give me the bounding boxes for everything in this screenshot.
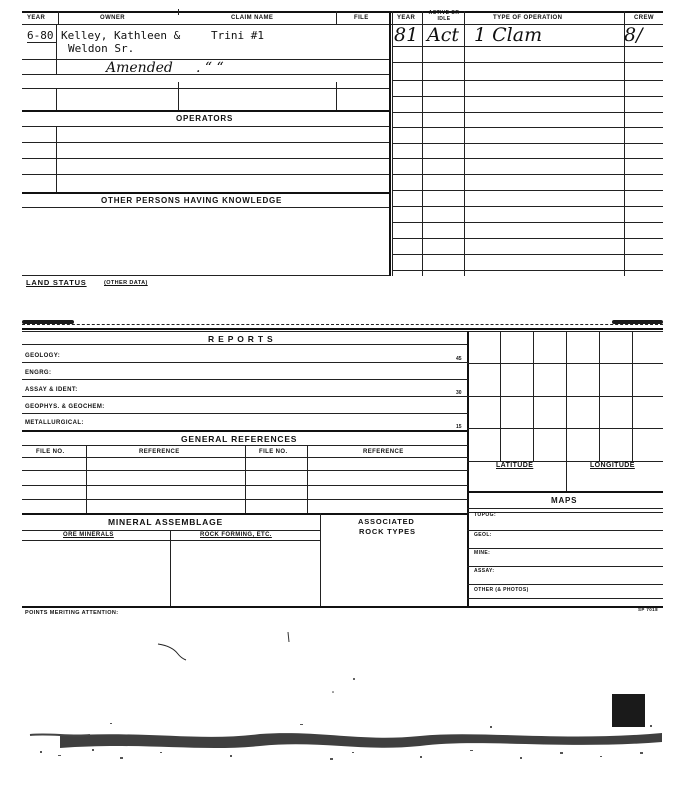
- general-references-title: GENERAL REFERENCES: [181, 434, 298, 444]
- entry-owner-line1: Kelley, Kathleen &: [61, 29, 181, 42]
- associated-rock-types-line2: ROCK TYPES: [359, 527, 416, 536]
- maps-other-photos: OTHER (& PHOTOS): [474, 587, 529, 593]
- maps-topog: TOPOG:: [474, 512, 497, 518]
- reports-num-15: 15: [456, 424, 462, 430]
- ore-minerals-label: ORE MINERALS: [63, 532, 114, 538]
- points-meriting-attention: POINTS MERITING ATTENTION:: [25, 610, 119, 616]
- reports-label-geology: GEOLOGY:: [25, 353, 61, 359]
- op-year: 81: [394, 24, 419, 46]
- entry-ditto: . “ “: [196, 60, 224, 76]
- header-crew: CREW: [634, 15, 654, 21]
- maps-title: MAPS: [551, 496, 578, 505]
- land-status-label: LAND STATUS: [26, 278, 87, 287]
- other-persons-title: OTHER PERSONS HAVING KNOWLEDGE: [101, 196, 283, 205]
- reports-label-assay: ASSAY & IDENT:: [25, 387, 78, 393]
- associated-rock-types-line1: ASSOCIATED: [358, 517, 415, 526]
- land-status-sublabel: (OTHER DATA): [104, 280, 148, 286]
- op-crew: 8/: [624, 24, 643, 46]
- reports-num-30: 30: [456, 390, 462, 396]
- reports-title: R E P O R T S: [208, 334, 274, 344]
- header-owner: OWNER: [100, 15, 125, 21]
- form-number: SP 7018: [638, 607, 658, 612]
- entry-amended: Amended: [106, 60, 173, 76]
- reports-label-geophys: GEOPHYS. & GEOCHEM:: [25, 404, 105, 410]
- gr-file-no-2: FILE NO.: [259, 449, 288, 455]
- op-active-idle: Act: [427, 24, 459, 46]
- longitude-label: LONGITUDE: [590, 462, 635, 469]
- mineral-assemblage-title: MINERAL ASSEMBLAGE: [108, 517, 223, 527]
- header-claim-name: CLAIM NAME: [231, 15, 274, 21]
- latitude-label: LATITUDE: [496, 462, 534, 469]
- reports-label-engrg: ENGRG:: [25, 370, 52, 376]
- gr-reference-2: REFERENCE: [363, 449, 404, 455]
- header-type-of-operation: TYPE OF OPERATION: [493, 15, 563, 21]
- gr-reference-1: REFERENCE: [139, 449, 180, 455]
- operators-title: OPERATORS: [176, 114, 234, 123]
- maps-geol: GEOL:: [474, 532, 492, 538]
- entry-claim-name: Trini #1: [211, 29, 264, 42]
- gr-file-no-1: FILE NO.: [36, 449, 65, 455]
- rock-forming-label: ROCK FORMING, ETC.: [200, 532, 272, 538]
- maps-mine: MINE:: [474, 550, 491, 556]
- entry-owner-line2: Weldon Sr.: [68, 42, 135, 55]
- reports-num-45: 45: [456, 356, 462, 362]
- reports-label-metallurgical: METALLURGICAL:: [25, 420, 84, 426]
- header-active-idle: ACTIVE OR IDLE: [428, 10, 460, 22]
- entry-year: 6-80: [27, 29, 54, 42]
- maps-assay: ASSAY:: [474, 568, 495, 574]
- header-year-ops: YEAR: [397, 15, 416, 21]
- op-type: 1 Clam: [474, 24, 543, 46]
- header-year: YEAR: [27, 15, 46, 21]
- header-file: FILE: [354, 15, 369, 21]
